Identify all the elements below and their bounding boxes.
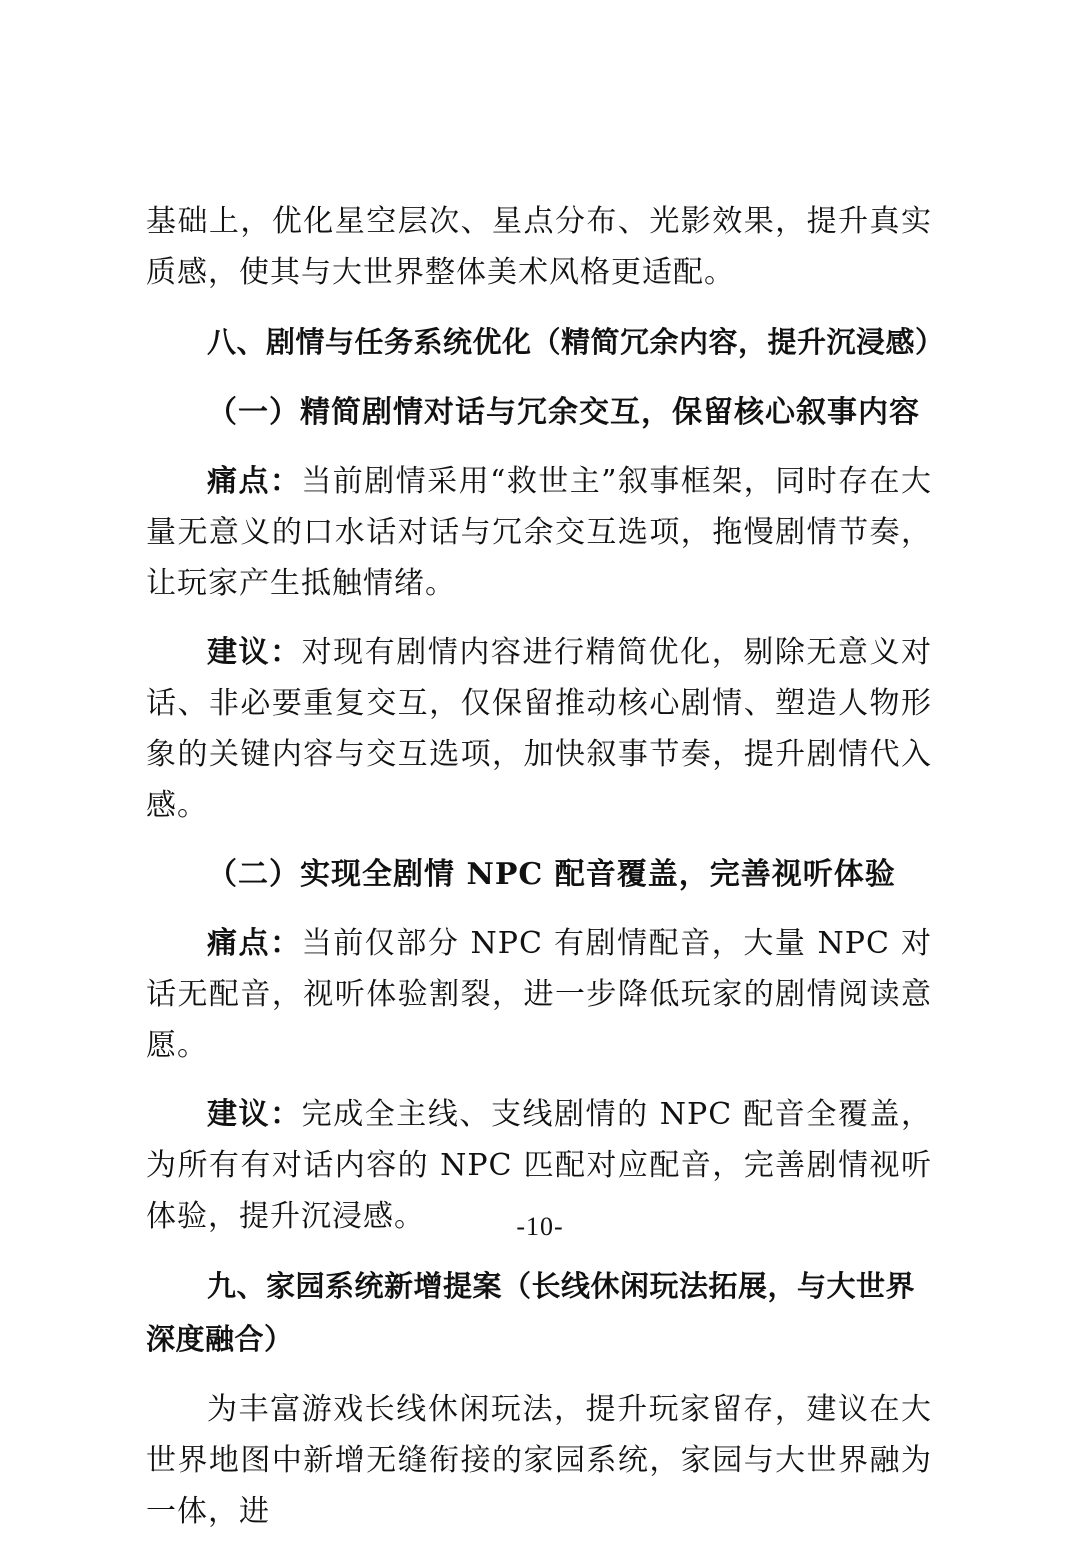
suggestion-label: 建议： <box>207 1097 302 1132</box>
suggestion-text: 完成全主线、支线剧情的 NPC 配音全覆盖，为所有有对话内容的 NPC 匹配对应配音，完善剧情视听体验，提升沉浸感。 <box>146 1097 933 1234</box>
page-content <box>146 196 945 1555</box>
continued-paragraph: 基础上，优化星空层次、星点分布、光影效果，提升真实质感，使其与大世界整体美术风格更适配。 <box>146 204 932 290</box>
suggestion-text: 对现有剧情内容进行精简优化，剔除无意义对话、非必要重复交互，仅保留推动核心剧情、塑造人物形象的关键内容与交互选项，加快叙事节奏，提升剧情代入感。 <box>146 635 933 823</box>
pain-point-label: 痛点： <box>207 926 302 961</box>
section-heading-8: 八、剧情与任务系统优化（精简冗余内容，提升沉浸感） <box>207 325 945 359</box>
section-heading-9: 九、家园系统新增提案（长线休闲玩法拓展，与大世界深度融合） <box>146 1269 916 1356</box>
pain-point-paragraph-2 <box>146 918 932 1071</box>
subsection-heading-8-1: （一）精简剧情对话与冗余交互，保留核心叙事内容 <box>207 395 920 430</box>
pain-point-label: 痛点： <box>207 464 302 499</box>
pain-point-paragraph-1 <box>146 456 932 609</box>
suggestion-label: 建议： <box>207 635 302 670</box>
pain-point-text: 当前剧情采用“救世主”叙事框架，同时存在大量无意义的口水话对话与冗余交互选项，拖慢剧情节奏，让玩家产生抵触情绪。 <box>146 464 932 601</box>
suggestion-paragraph-1 <box>146 627 932 831</box>
section9-intro-paragraph: 为丰富游戏长线休闲玩法，提升玩家留存，建议在大世界地图中新增无缝衔接的家园系统，家园与大世界融为一体，进 <box>146 1392 932 1529</box>
page-number: -10- <box>516 1212 564 1241</box>
pain-point-text: 当前仅部分 NPC 有剧情配音，大量 NPC 对话无配音，视听体验割裂，进一步降低玩家的剧情阅读意愿。 <box>146 926 932 1063</box>
subsection-heading-8-2: （二）实现全剧情 NPC 配音覆盖，完善视听体验 <box>207 857 896 892</box>
